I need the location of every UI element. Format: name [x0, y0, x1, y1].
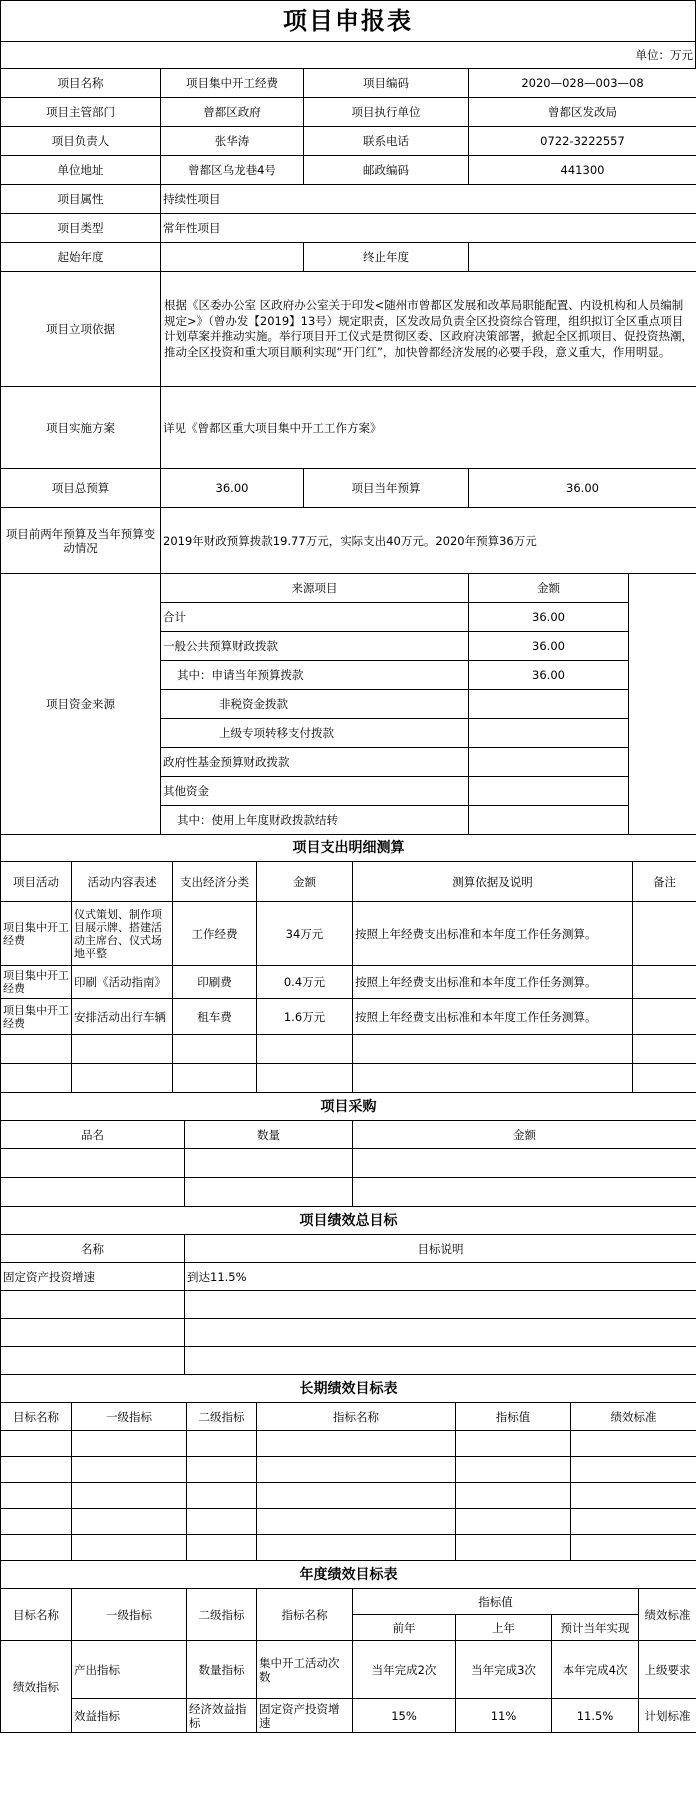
zip-value: 441300 — [469, 156, 696, 185]
annual-prev1: 当年完成3次 — [456, 1641, 552, 1699]
project-code-value: 2020—028—003—08 — [469, 69, 696, 98]
start-year-label: 起始年度 — [1, 243, 161, 272]
expense-amount: 1.6万元 — [257, 999, 353, 1035]
year-budget-label: 项目当年预算 — [304, 469, 469, 508]
expense-note — [633, 966, 696, 999]
table-row — [1, 902, 696, 966]
funding-row-name: 一般公共预算财政拨款 — [161, 632, 469, 661]
year-budget-value: 36.00 — [469, 469, 696, 508]
annual-header-l2: 二级指标 — [187, 1589, 257, 1641]
annual-standard: 上级要求 — [639, 1641, 696, 1699]
table-row — [1, 1064, 696, 1093]
perf-total-header-name: 名称 — [1, 1235, 185, 1263]
funding-row-amount: 36.00 — [469, 603, 629, 632]
table-row — [1, 966, 696, 999]
dept-label: 项目主管部门 — [1, 98, 161, 127]
expense-activity: 项目集中开工经费 — [1, 902, 72, 966]
plan-label: 项目实施方案 — [1, 387, 161, 469]
expense-table — [0, 834, 696, 1093]
annual-header-value: 指标值 — [353, 1589, 639, 1615]
perf-total-header-desc: 目标说明 — [185, 1235, 696, 1263]
expense-content: 仪式策划、制作项目展示牌、搭建活动主席台、仪式场地平整 — [72, 902, 173, 966]
annual-title: 年度绩效目标表 — [1, 1561, 696, 1589]
table-row — [1, 1149, 696, 1178]
perf-total-table — [0, 1206, 696, 1375]
table-row — [1, 1509, 696, 1535]
address-label: 单位地址 — [1, 156, 161, 185]
funding-row-name: 上级专项转移支付拨款 — [161, 719, 469, 748]
attr-label: 项目属性 — [1, 185, 161, 214]
expense-header-basis: 测算依据及说明 — [353, 862, 633, 902]
type-value: 常年性项目 — [161, 214, 696, 243]
phone-label: 联系电话 — [304, 127, 469, 156]
table-row — [1, 1347, 696, 1375]
expense-basis: 按照上年经费支出标准和本年度工作任务测算。 — [353, 902, 633, 966]
funding-table — [0, 573, 696, 835]
expense-activity: 项目集中开工经费 — [1, 999, 72, 1035]
annual-name: 集中开工活动次数 — [257, 1641, 353, 1699]
zip-label: 邮政编码 — [304, 156, 469, 185]
annual-target-name: 绩效指标 — [1, 1641, 72, 1733]
basis-label: 项目立项依据 — [1, 272, 161, 387]
perf-total-name: 固定资产投资增速 — [1, 1263, 185, 1291]
table-row — [1, 1035, 696, 1064]
funding-row-amount — [469, 719, 629, 748]
long-term-header-target: 目标名称 — [1, 1403, 72, 1431]
funding-row-amount: 36.00 — [469, 661, 629, 690]
long-term-title: 长期绩效目标表 — [1, 1375, 696, 1403]
table-row — [1, 1641, 696, 1699]
expense-basis: 按照上年经费支出标准和本年度工作任务测算。 — [353, 999, 633, 1035]
table-row — [1, 1699, 696, 1733]
expense-category: 印刷费 — [173, 966, 257, 999]
project-name-value: 项目集中开工经费 — [161, 69, 304, 98]
annual-l1: 效益指标 — [72, 1699, 187, 1733]
table-row — [1, 1535, 696, 1561]
annual-l2: 经济效益指标 — [187, 1699, 257, 1733]
table-row — [1, 1263, 696, 1291]
address-value: 曾都区乌龙巷4号 — [161, 156, 304, 185]
procurement-header-name: 品名 — [1, 1121, 185, 1149]
funding-row-name: 其他资金 — [161, 777, 469, 806]
expense-note — [633, 902, 696, 966]
procurement-header-amount: 金额 — [353, 1121, 696, 1149]
funding-row-name: 非税资金拨款 — [161, 690, 469, 719]
annual-current: 11.5% — [552, 1699, 639, 1733]
long-term-table — [0, 1374, 696, 1561]
perf-total-title: 项目绩效总目标 — [1, 1207, 696, 1235]
table-row — [1, 1483, 696, 1509]
table-row — [1, 1457, 696, 1483]
funding-label: 项目资金来源 — [1, 574, 161, 835]
procurement-header-qty: 数量 — [185, 1121, 353, 1149]
start-year-value — [161, 243, 304, 272]
basic-info-table — [0, 68, 696, 574]
funding-row-amount — [469, 806, 629, 835]
unit-label: 单位：万元 — [1, 42, 696, 69]
expense-activity: 项目集中开工经费 — [1, 966, 72, 999]
project-code-label: 项目编码 — [304, 69, 469, 98]
total-budget-label: 项目总预算 — [1, 469, 161, 508]
dept-value: 曾都区政府 — [161, 98, 304, 127]
long-term-header-value: 指标值 — [456, 1403, 571, 1431]
budget-change-text: 2019年财政预算拨款19.77万元，实际支出40万元。2020年预算36万元 — [161, 508, 696, 574]
long-term-header-name: 指标名称 — [257, 1403, 456, 1431]
procurement-table — [0, 1092, 696, 1207]
annual-header-standard: 绩效标准 — [639, 1589, 696, 1641]
funding-row-name: 其中：申请当年预算拨款 — [161, 661, 469, 690]
annual-l1: 产出指标 — [72, 1641, 187, 1699]
long-term-header-standard: 绩效标准 — [571, 1403, 696, 1431]
expense-category: 工作经费 — [173, 902, 257, 966]
basis-text: 根据《区委办公室 区政府办公室关于印发<随州市曾都区发展和改革局职能配置、内设机构和人员编制规定>》（曾办发【2019】13号）规定职责，区发改局负责全区投资综合管理，组织拟订全区重点项目计划草案并推动实施。举行项目开工仪式是贯彻区委、区政府决策部署，掀起全区抓项目、促投资热潮，推动全区投资和重大项目顺利实现“开门红”，加快曾都经济发展的必要手段，意义重大，作用明显。 — [161, 272, 696, 387]
annual-header-current: 预计当年实现 — [552, 1615, 639, 1641]
leader-value: 张华涛 — [161, 127, 304, 156]
expense-amount: 0.4万元 — [257, 966, 353, 999]
funding-row-name: 合计 — [161, 603, 469, 632]
table-row — [1, 1178, 696, 1207]
annual-header-prev1: 上年 — [456, 1615, 552, 1641]
expense-amount: 34万元 — [257, 902, 353, 966]
expense-header-content: 活动内容表述 — [72, 862, 173, 902]
expense-header-activity: 项目活动 — [1, 862, 72, 902]
budget-change-label: 项目前两年预算及当年预算变动情况 — [1, 508, 161, 574]
plan-text: 详见《曾都区重大项目集中开工工作方案》 — [161, 387, 696, 469]
expense-header-category: 支出经济分类 — [173, 862, 257, 902]
annual-l2: 数量指标 — [187, 1641, 257, 1699]
type-label: 项目类型 — [1, 214, 161, 243]
expense-title: 项目支出明细测算 — [1, 835, 696, 862]
perf-total-desc: 到达11.5% — [185, 1263, 696, 1291]
title-table — [0, 0, 696, 69]
leader-label: 项目负责人 — [1, 127, 161, 156]
procurement-title: 项目采购 — [1, 1093, 696, 1121]
annual-name: 固定资产投资增速 — [257, 1699, 353, 1733]
annual-current: 本年完成4次 — [552, 1641, 639, 1699]
funding-row-amount — [469, 777, 629, 806]
annual-header-target: 目标名称 — [1, 1589, 72, 1641]
long-term-header-l2: 二级指标 — [187, 1403, 257, 1431]
table-row — [1, 1291, 696, 1319]
exec-label: 项目执行单位 — [304, 98, 469, 127]
annual-prev1: 11% — [456, 1699, 552, 1733]
funding-header-source: 来源项目 — [161, 574, 469, 603]
annual-header-name: 指标名称 — [257, 1589, 353, 1641]
total-budget-value: 36.00 — [161, 469, 304, 508]
funding-row-amount: 36.00 — [469, 632, 629, 661]
exec-value: 曾都区发改局 — [469, 98, 696, 127]
phone-value: 0722-3222557 — [469, 127, 696, 156]
end-year-value — [469, 243, 696, 272]
page-title: 项目申报表 — [1, 1, 696, 42]
long-term-header-l1: 一级指标 — [72, 1403, 187, 1431]
funding-row-amount — [469, 690, 629, 719]
annual-prev2: 15% — [353, 1699, 456, 1733]
expense-content: 印刷《活动指南》 — [72, 966, 173, 999]
funding-row-amount — [469, 748, 629, 777]
funding-row-name: 其中：使用上年度财政拨款结转 — [161, 806, 469, 835]
annual-table — [0, 1560, 696, 1733]
project-name-label: 项目名称 — [1, 69, 161, 98]
annual-prev2: 当年完成2次 — [353, 1641, 456, 1699]
expense-content: 安排活动出行车辆 — [72, 999, 173, 1035]
table-row — [1, 999, 696, 1035]
table-row — [1, 1319, 696, 1347]
annual-header-prev2: 前年 — [353, 1615, 456, 1641]
expense-note — [633, 999, 696, 1035]
expense-header-note: 备注 — [633, 862, 696, 902]
funding-header-amount: 金额 — [469, 574, 629, 603]
annual-standard: 计划标准 — [639, 1699, 696, 1733]
expense-basis: 按照上年经费支出标准和本年度工作任务测算。 — [353, 966, 633, 999]
table-row — [1, 1431, 696, 1457]
expense-category: 租车费 — [173, 999, 257, 1035]
end-year-label: 终止年度 — [304, 243, 469, 272]
expense-header-amount: 金额 — [257, 862, 353, 902]
attr-value: 持续性项目 — [161, 185, 696, 214]
funding-row-name: 政府性基金预算财政拨款 — [161, 748, 469, 777]
annual-header-l1: 一级指标 — [72, 1589, 187, 1641]
